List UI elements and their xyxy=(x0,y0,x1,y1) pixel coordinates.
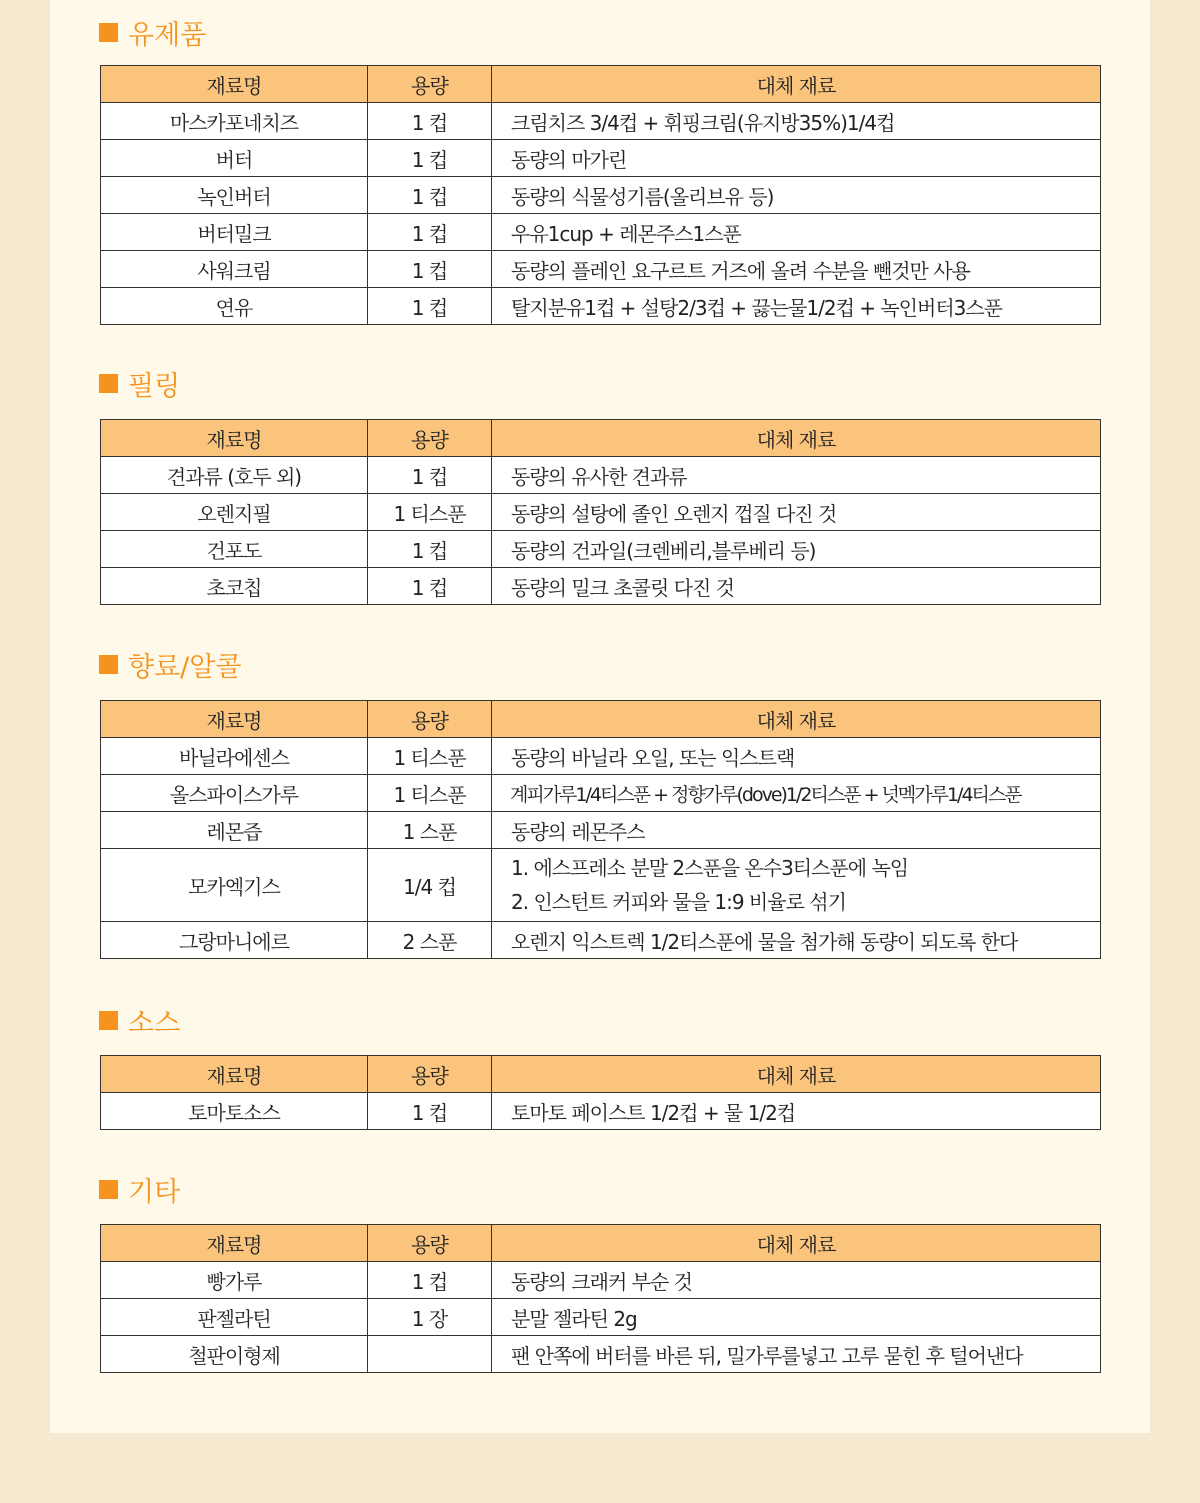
cell-qty: 1 컵 xyxy=(368,457,492,494)
cell-sub: 팬 안쪽에 버터를 바른 뒤, 밀가루를넣고 고루 묻힌 후 털어낸다 xyxy=(492,1336,1101,1373)
cell-name: 바닐라에센스 xyxy=(101,738,368,775)
header-sub: 대체 재료 xyxy=(492,420,1101,457)
substitution-table xyxy=(100,1224,1101,1373)
table-header-row xyxy=(101,420,1101,457)
cell-sub-line-2: 2. 인스턴트 커피와 물을 1:9 비율로 섞기 xyxy=(511,890,846,914)
section-etc xyxy=(100,1172,1100,1368)
cell-sub: 동량의 바닐라 오일, 또는 익스트랙 xyxy=(492,738,1101,775)
substitution-table xyxy=(100,1055,1101,1130)
table-row xyxy=(101,922,1101,959)
cell-name: 버터 xyxy=(101,140,368,177)
header-qty: 용량 xyxy=(368,66,492,103)
table-row xyxy=(101,1262,1101,1299)
cell-name: 빵가루 xyxy=(101,1262,368,1299)
section-title xyxy=(99,1003,1100,1037)
cell-qty: 1 컵 xyxy=(368,288,492,325)
header-sub: 대체 재료 xyxy=(492,1056,1101,1093)
section-title-text: 필링 xyxy=(128,370,181,402)
section-dairy xyxy=(100,15,1100,320)
square-bullet-icon xyxy=(99,23,118,42)
cell-sub: 동량의 식물성기름(올리브유 등) xyxy=(492,177,1101,214)
table-row xyxy=(101,251,1101,288)
table-row xyxy=(101,568,1101,605)
table-row xyxy=(101,457,1101,494)
cell-sub: 토마토 페이스트 1/2컵 + 물 1/2컵 xyxy=(492,1093,1101,1130)
table-row xyxy=(101,103,1101,140)
cell-name: 버터밀크 xyxy=(101,214,368,251)
table-row xyxy=(101,1299,1101,1336)
cell-name: 모카엑기스 xyxy=(101,849,368,922)
section-title-text: 향료/알콜 xyxy=(128,651,242,683)
table-row xyxy=(101,494,1101,531)
table-header-row xyxy=(101,66,1101,103)
cell-sub: 계피가루1/4티스푼 + 정향가루(dove)1/2티스푼 + 넛멕가루1/4티스푼 xyxy=(492,775,1101,812)
cell-qty: 1 티스푼 xyxy=(368,494,492,531)
section-filling xyxy=(100,366,1100,600)
cell-qty: 1 컵 xyxy=(368,1093,492,1130)
cell-qty: 1 컵 xyxy=(368,214,492,251)
cell-qty: 1 장 xyxy=(368,1299,492,1336)
cell-name: 레몬즙 xyxy=(101,812,368,849)
cell-name: 견과류 (호두 외) xyxy=(101,457,368,494)
cell-qty: 1 컵 xyxy=(368,140,492,177)
cell-sub: 오렌지 익스트렉 1/2티스푼에 물을 첨가해 동량이 되도록 한다 xyxy=(492,922,1101,959)
square-bullet-icon xyxy=(99,655,118,674)
table-header-row xyxy=(101,701,1101,738)
cell-sub: 크림치즈 3/4컵 + 휘핑크림(유지방35%)1/4컵 xyxy=(492,103,1101,140)
cell-qty: 1/4 컵 xyxy=(368,849,492,922)
cell-name: 녹인버터 xyxy=(101,177,368,214)
cell-sub-line-1: 1. 에스프레소 분말 2스푼을 온수3티스푼에 녹임 xyxy=(511,856,909,880)
cell-qty: 1 컵 xyxy=(368,177,492,214)
table-row xyxy=(101,849,1101,922)
cell-qty: 1 컵 xyxy=(368,103,492,140)
section-title-text: 소스 xyxy=(128,1007,181,1039)
table-header-row xyxy=(101,1225,1101,1262)
header-qty: 용량 xyxy=(368,420,492,457)
cell-name: 토마토소스 xyxy=(101,1093,368,1130)
cell-sub: 동량의 밀크 초콜릿 다진 것 xyxy=(492,568,1101,605)
cell-qty: 1 컵 xyxy=(368,251,492,288)
header-sub: 대체 재료 xyxy=(492,66,1101,103)
header-sub: 대체 재료 xyxy=(492,1225,1101,1262)
section-sauce xyxy=(100,1003,1100,1125)
cell-sub: 우유1cup + 레몬주스1스푼 xyxy=(492,214,1101,251)
cell-name: 판젤라틴 xyxy=(101,1299,368,1336)
section-title xyxy=(99,15,1100,49)
section-title xyxy=(99,647,1100,681)
table-row xyxy=(101,288,1101,325)
cell-sub: 탈지분유1컵 + 설탕2/3컵 + 끓는물1/2컵 + 녹인버터3스푼 xyxy=(492,288,1101,325)
cell-name: 연유 xyxy=(101,288,368,325)
table-header-row xyxy=(101,1056,1101,1093)
header-qty: 용량 xyxy=(368,1225,492,1262)
table-row xyxy=(101,140,1101,177)
table-row xyxy=(101,214,1101,251)
cell-name: 사워크림 xyxy=(101,251,368,288)
cell-name: 초코칩 xyxy=(101,568,368,605)
section-flavoring xyxy=(100,647,1100,954)
cell-name: 오렌지필 xyxy=(101,494,368,531)
table-row xyxy=(101,177,1101,214)
substitution-table xyxy=(100,700,1101,959)
cell-sub: 동량의 건과일(크렌베리,블루베리 등) xyxy=(492,531,1101,568)
cell-sub: 동량의 플레인 요구르트 거즈에 올려 수분을 뺀것만 사용 xyxy=(492,251,1101,288)
cell-sub: 분말 젤라틴 2g xyxy=(492,1299,1101,1336)
cell-name: 올스파이스가루 xyxy=(101,775,368,812)
header-sub: 대체 재료 xyxy=(492,701,1101,738)
header-name: 재료명 xyxy=(101,66,368,103)
cell-sub: 동량의 크래커 부순 것 xyxy=(492,1262,1101,1299)
cell-name: 그랑마니에르 xyxy=(101,922,368,959)
cell-qty: 2 스푼 xyxy=(368,922,492,959)
square-bullet-icon xyxy=(99,1011,118,1030)
header-name: 재료명 xyxy=(101,701,368,738)
cell-qty: 1 티스푼 xyxy=(368,738,492,775)
header-name: 재료명 xyxy=(101,1225,368,1262)
section-title-text: 유제품 xyxy=(128,19,207,51)
table-row xyxy=(101,531,1101,568)
table-row xyxy=(101,812,1101,849)
table-row xyxy=(101,738,1101,775)
header-qty: 용량 xyxy=(368,1056,492,1093)
cell-qty: 1 컵 xyxy=(368,568,492,605)
cell-sub: 동량의 유사한 견과류 xyxy=(492,457,1101,494)
substitution-table xyxy=(100,65,1101,325)
header-name: 재료명 xyxy=(101,420,368,457)
square-bullet-icon xyxy=(99,374,118,393)
cell-name: 철판이형제 xyxy=(101,1336,368,1373)
section-title-text: 기타 xyxy=(128,1176,181,1208)
cell-qty: 1 컵 xyxy=(368,531,492,568)
square-bullet-icon xyxy=(99,1180,118,1199)
cell-qty: 1 스푼 xyxy=(368,812,492,849)
cell-qty: 1 티스푼 xyxy=(368,775,492,812)
table-row xyxy=(101,1093,1101,1130)
table-row xyxy=(101,1336,1101,1373)
substitution-table xyxy=(100,419,1101,605)
cell-qty xyxy=(368,1336,492,1373)
cell-sub: 동량의 레몬주스 xyxy=(492,812,1101,849)
section-title xyxy=(99,366,1100,400)
cell-name: 마스카포네치즈 xyxy=(101,103,368,140)
cell-name: 건포도 xyxy=(101,531,368,568)
cell-sub: 동량의 설탕에 졸인 오렌지 껍질 다진 것 xyxy=(492,494,1101,531)
cell-qty: 1 컵 xyxy=(368,1262,492,1299)
table-row xyxy=(101,775,1101,812)
section-title xyxy=(99,1172,1100,1206)
header-name: 재료명 xyxy=(101,1056,368,1093)
header-qty: 용량 xyxy=(368,701,492,738)
cell-sub: 동량의 마가린 xyxy=(492,140,1101,177)
cell-sub xyxy=(492,849,1101,922)
